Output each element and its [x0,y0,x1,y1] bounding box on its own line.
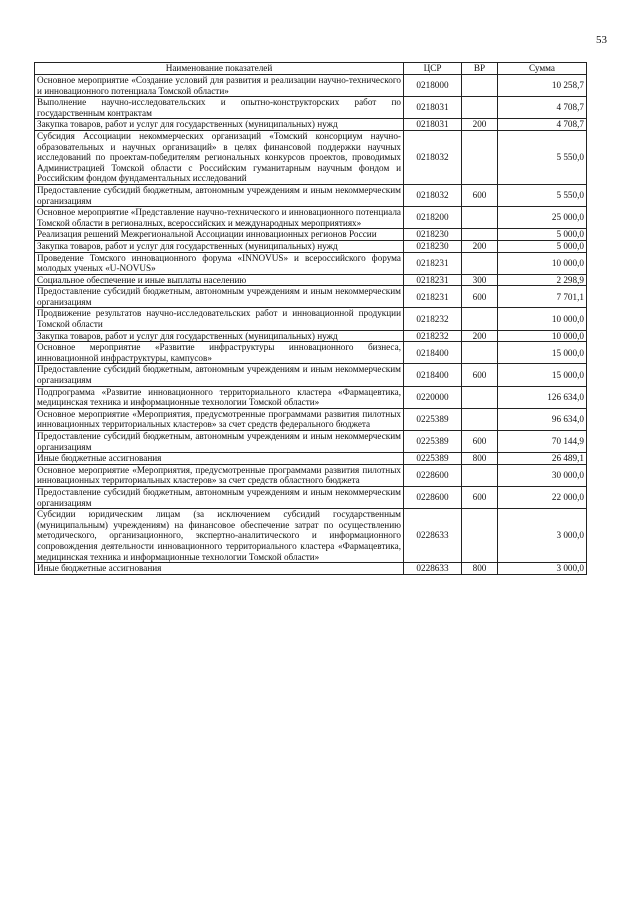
cell-csr: 0218400 [404,342,462,364]
cell-vr [462,342,498,364]
cell-csr: 0225389 [404,408,462,430]
table-row [35,229,587,241]
table-row [35,75,587,97]
cell-vr: 600 [462,431,498,453]
table-row [35,563,587,575]
cell-csr: 0225389 [404,453,462,465]
cell-vr [462,97,498,119]
cell-sum: 126 634,0 [498,386,587,408]
cell-csr: 0228633 [404,563,462,575]
cell-name: Субсидия Ассоциации некоммерческих организаций «Томский консорциум научно-образовательных и научных организаций» в целях финансовой поддержки научных исследований по проектам-победителям региональных конкурсов проектов, проводимых Администрацией Томской области с Российским гуманитарным научным фондом и Российским фондом фундаментальных исследований [35,130,404,184]
cell-csr: 0218232 [404,330,462,342]
cell-name: Социальное обеспечение и иные выплаты населению [35,274,404,286]
cell-sum: 10 000,0 [498,252,587,274]
cell-vr [462,75,498,97]
cell-sum: 2 298,9 [498,274,587,286]
cell-name: Проведение Томского инновационного форума «INNOVUS» и всероссийского форума молодых ученых «U-NOVUS» [35,252,404,274]
table-header-row [35,63,587,75]
table-row [35,364,587,386]
cell-vr: 800 [462,453,498,465]
cell-vr: 600 [462,486,498,508]
cell-vr: 200 [462,240,498,252]
cell-name: Подпрограмма «Развитие инновационного территориального кластера «Фармацевтика, медицинская техника и информационные технологии Томской области» [35,386,404,408]
cell-name: Реализация решений Межрегиональной Ассоциации инновационных регионов России [35,229,404,241]
cell-sum: 26 489,1 [498,453,587,465]
cell-name: Предоставление субсидий бюджетным, автономным учреждениям и иным некоммерческим организациям [35,364,404,386]
cell-name: Иные бюджетные ассигнования [35,563,404,575]
cell-name: Предоставление субсидий бюджетным, автономным учреждениям и иным некоммерческим организациям [35,431,404,453]
cell-vr: 800 [462,563,498,575]
cell-vr [462,207,498,229]
cell-name: Предоставление субсидий бюджетным, автономным учреждениям и иным некоммерческим организациям [35,286,404,308]
table-row [35,509,587,563]
cell-vr: 600 [462,184,498,206]
cell-csr: 0218231 [404,252,462,274]
cell-csr: 0218031 [404,97,462,119]
table-row [35,274,587,286]
cell-vr [462,464,498,486]
header-csr: ЦСР [404,63,462,75]
cell-sum: 10 000,0 [498,330,587,342]
cell-name: Закупка товаров, работ и услуг для государственных (муниципальных) нужд [35,240,404,252]
cell-name: Закупка товаров, работ и услуг для государственных (муниципальных) нужд [35,119,404,131]
cell-sum: 5 550,0 [498,184,587,206]
cell-csr: 0228600 [404,464,462,486]
cell-sum: 96 634,0 [498,408,587,430]
table-row [35,207,587,229]
cell-sum: 70 144,9 [498,431,587,453]
cell-name: Предоставление субсидий бюджетным, автономным учреждениям и иным некоммерческим организациям [35,486,404,508]
cell-csr: 0218230 [404,229,462,241]
table-row [35,408,587,430]
cell-csr: 0218230 [404,240,462,252]
table-body [35,75,587,575]
cell-sum: 3 000,0 [498,509,587,563]
header-sum: Сумма [498,63,587,75]
cell-name: Предоставление субсидий бюджетным, автономным учреждениям и иным некоммерческим организациям [35,184,404,206]
page-number: 53 [596,34,607,46]
cell-csr: 0218231 [404,274,462,286]
table-row [35,330,587,342]
cell-sum: 3 000,0 [498,563,587,575]
cell-csr: 0218031 [404,119,462,131]
cell-name: Выполнение научно-исследовательских и опытно-конструкторских работ по государственным контрактам [35,97,404,119]
cell-vr: 600 [462,286,498,308]
cell-csr: 0218200 [404,207,462,229]
cell-name: Основное мероприятие «Представление научно-технического и инновационного потенциала Томской области в регионалных, всероссийских и международных мероприятиях» [35,207,404,229]
cell-sum: 5 550,0 [498,130,587,184]
cell-vr [462,408,498,430]
table-row [35,431,587,453]
cell-vr [462,509,498,563]
table-row [35,453,587,465]
table-row [35,240,587,252]
table-row [35,252,587,274]
cell-name: Основное мероприятие «Развитие инфраструктуры инновационного бизнеса, инновационной инфраструктуры, кампусов» [35,342,404,364]
cell-name: Закупка товаров, работ и услуг для государственных (муниципальных) нужд [35,330,404,342]
table-row [35,286,587,308]
cell-name: Субсидии юридическим лицам (за исключением субсидий государственным (муниципальным) учреждениям) на финансовое обеспечение затрат по осуществлению методического, организационного, экспертно-аналитического и информационного сопровождения деятельности инновационного территориального кластера «Фармацевтика, медицинская техника и информационные технологии Томской области» [35,509,404,563]
cell-sum: 22 000,0 [498,486,587,508]
cell-csr: 0218032 [404,184,462,206]
cell-csr: 0218032 [404,130,462,184]
table-row [35,184,587,206]
cell-csr: 0228600 [404,486,462,508]
cell-vr [462,252,498,274]
budget-table [34,62,587,575]
header-vr: ВР [462,63,498,75]
cell-sum: 4 708,7 [498,119,587,131]
table-row [35,119,587,131]
cell-sum: 15 000,0 [498,342,587,364]
cell-csr: 0218232 [404,308,462,330]
table-row [35,130,587,184]
cell-name: Основное мероприятие «Мероприятия, предусмотренные программами развития пилотных инновационных территориальных кластеров» за счет средств областного бюджета [35,464,404,486]
cell-vr: 300 [462,274,498,286]
cell-name: Основное мероприятие «Мероприятия, предусмотренные программами развития пилотных инновационных территориальных кластеров» за счет средств федерального бюджета [35,408,404,430]
cell-sum: 5 000,0 [498,229,587,241]
header-name: Наименование показателей [35,63,404,75]
cell-name: Основное мероприятие «Создание условий для развития и реализации научно-технического и инновационного потенциала Томской области» [35,75,404,97]
cell-csr: 0218400 [404,364,462,386]
cell-csr: 0220000 [404,386,462,408]
cell-sum: 4 708,7 [498,97,587,119]
cell-sum: 7 701,1 [498,286,587,308]
cell-csr: 0225389 [404,431,462,453]
cell-csr: 0218000 [404,75,462,97]
table-row [35,97,587,119]
cell-sum: 30 000,0 [498,464,587,486]
table-row [35,486,587,508]
cell-sum: 15 000,0 [498,364,587,386]
table-row [35,386,587,408]
cell-name: Продвижение результатов научно-исследовательских работ и инновационной продукции Томской области [35,308,404,330]
table-row [35,308,587,330]
cell-vr [462,308,498,330]
table-row [35,342,587,364]
cell-sum: 10 258,7 [498,75,587,97]
cell-csr: 0218231 [404,286,462,308]
cell-vr: 200 [462,330,498,342]
cell-sum: 10 000,0 [498,308,587,330]
cell-csr: 0228633 [404,509,462,563]
cell-vr [462,386,498,408]
cell-vr [462,130,498,184]
cell-sum: 5 000,0 [498,240,587,252]
cell-vr: 600 [462,364,498,386]
cell-name: Иные бюджетные ассигнования [35,453,404,465]
cell-vr: 200 [462,119,498,131]
cell-vr [462,229,498,241]
table-row [35,464,587,486]
cell-sum: 25 000,0 [498,207,587,229]
